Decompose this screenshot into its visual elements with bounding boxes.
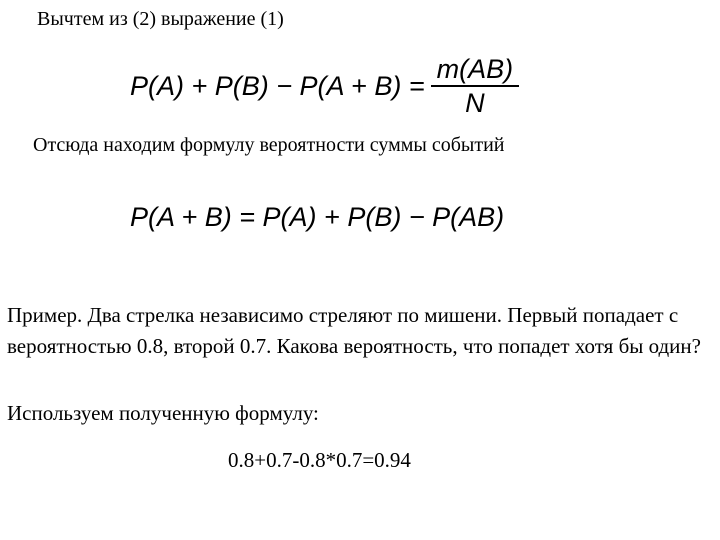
calculation-line: 0.8+0.7-0.8*0.7=0.94	[228, 448, 411, 472]
formula-subtraction	[130, 50, 519, 122]
fraction	[431, 53, 520, 119]
fraction-denominator: N	[465, 88, 485, 118]
intro-line: Вычтем из (2) выражение (1)	[37, 8, 284, 30]
formula-sum-probability: P(A + B) = P(A) + P(B) − P(AB)	[130, 201, 505, 232]
example-paragraph: Пример. Два стрелка независимо стреляют по мишени. Первый попадает с вероятностью 0.8, второй 0.7. Какова вероятность, что попадет хотя бы один?	[7, 303, 701, 358]
fraction-numerator: m(AB)	[436, 54, 514, 84]
formula-lhs: P(A) + P(B) − P(A + B) =	[130, 70, 425, 101]
use-formula-line: Используем полученную формулу:	[7, 401, 319, 425]
derivation-line: Отсюда находим формулу вероятности суммы событий	[33, 134, 505, 156]
